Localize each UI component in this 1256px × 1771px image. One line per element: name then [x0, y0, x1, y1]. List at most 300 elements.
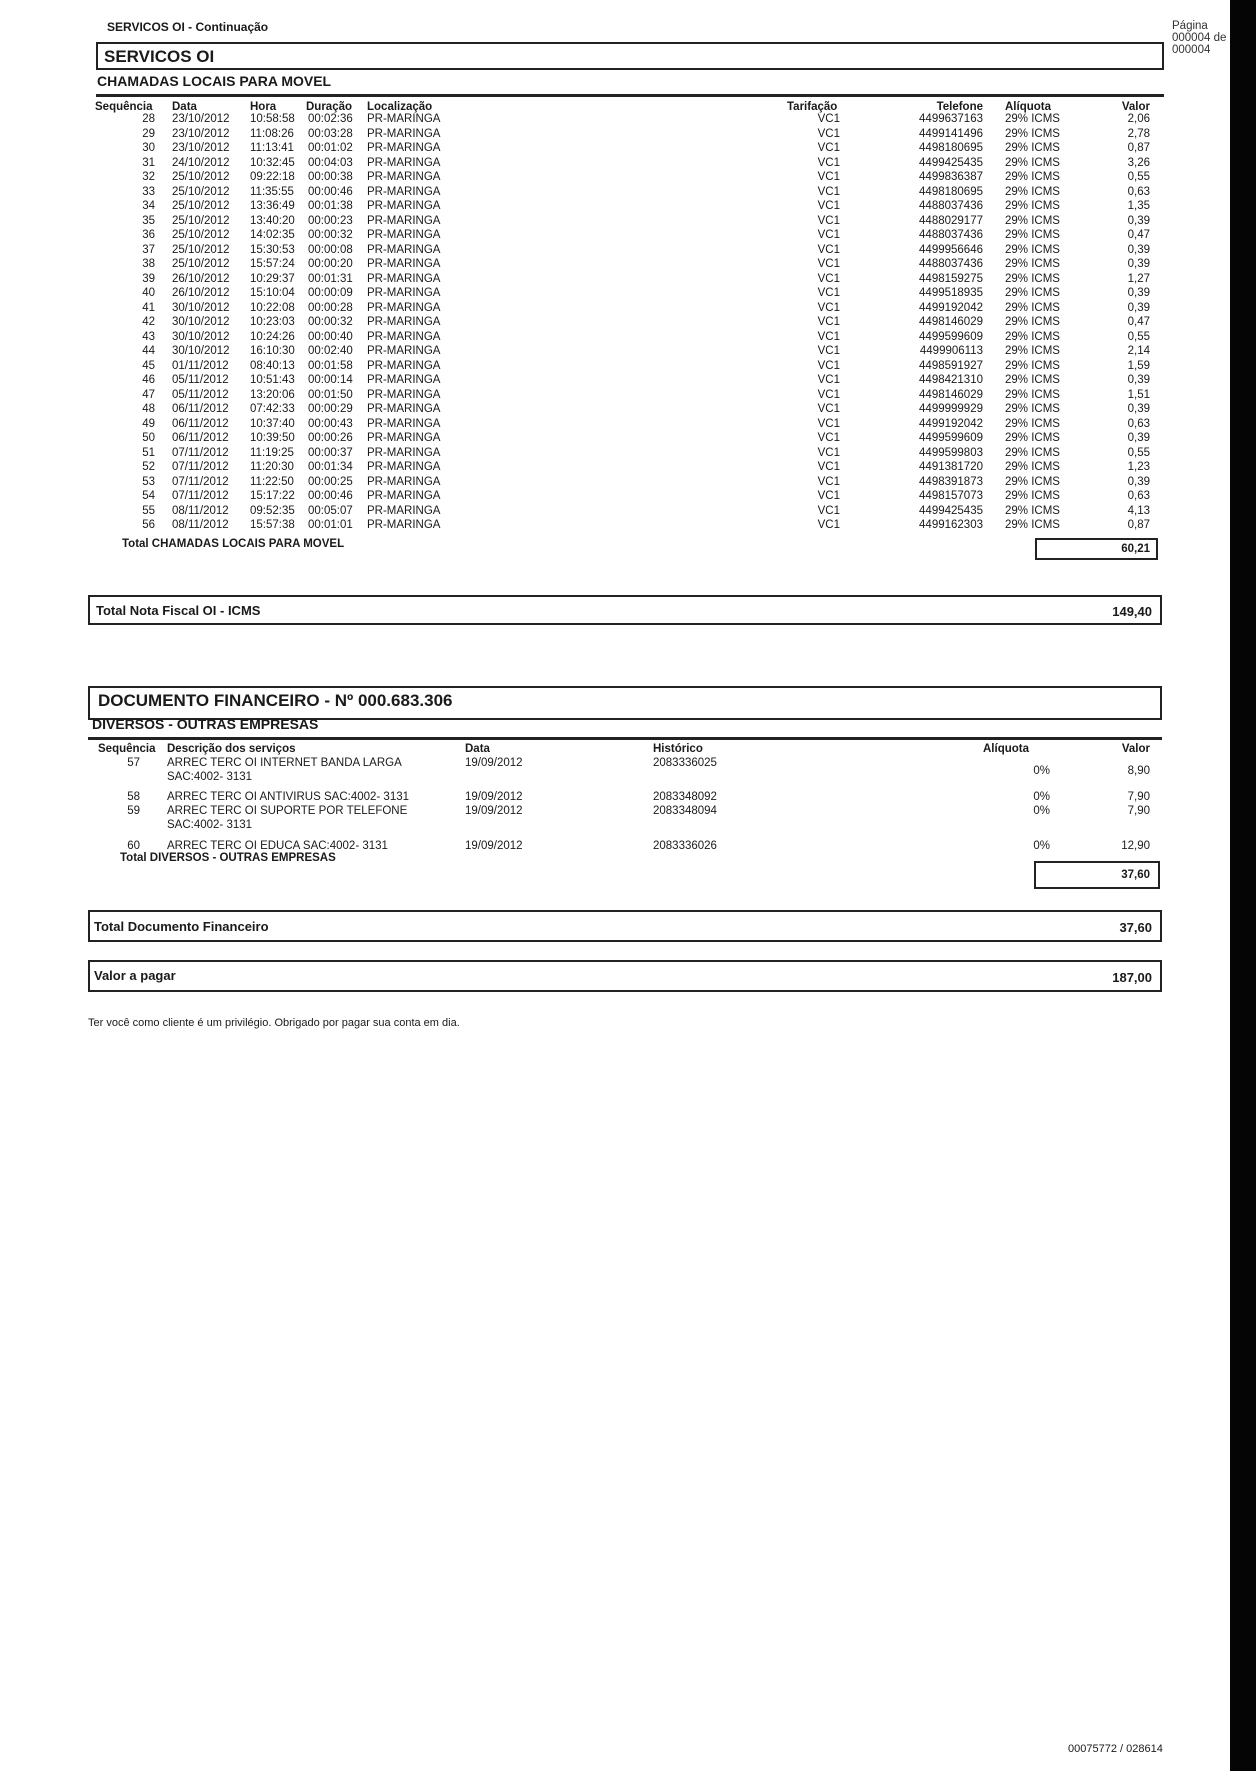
- cell-duration: 00:00:46: [308, 490, 353, 502]
- cell-tariff: VC1: [817, 461, 840, 473]
- cell-date: 19/09/2012: [465, 805, 523, 817]
- cell-date: 07/11/2012: [172, 461, 229, 473]
- cell-tariff: VC1: [817, 345, 840, 357]
- cell-seq: 47: [142, 388, 155, 401]
- cell-duration: 00:00:29: [308, 403, 353, 415]
- cell-seq: 37: [142, 243, 155, 256]
- cell-time: 10:29:37: [250, 272, 295, 285]
- cell-seq: 34: [142, 200, 155, 212]
- cell-value: 0,39: [1127, 214, 1150, 227]
- cell-tariff: VC1: [817, 504, 840, 517]
- table-row: [0, 360, 1256, 374]
- cell-duration: 00:00:09: [308, 287, 353, 299]
- cell-location: PR-MARINGA: [367, 200, 441, 212]
- cell-rate: 29% ICMS: [1005, 127, 1060, 140]
- cell-value: 4,13: [1127, 504, 1150, 517]
- cell-value: 0,55: [1127, 171, 1150, 183]
- calls-total-label: Total CHAMADAS LOCAIS PARA MOVEL: [122, 538, 345, 550]
- cell-tariff: VC1: [817, 490, 840, 502]
- cell-seq: 59: [127, 805, 140, 817]
- cell-seq: 36: [142, 229, 155, 241]
- cell-location: PR-MARINGA: [367, 229, 441, 241]
- cell-time: 07:42:33: [250, 403, 295, 415]
- cell-phone: 4498391873: [919, 475, 983, 488]
- cell-seq: 33: [142, 185, 155, 198]
- financeiro-subtotal-label: Total DIVERSOS - OUTRAS EMPRESAS: [120, 852, 336, 864]
- cell-location: PR-MARINGA: [367, 446, 441, 459]
- cell-rate: 29% ICMS: [1005, 475, 1060, 488]
- col-seq: Sequência: [95, 101, 153, 113]
- cell-value: 1,51: [1127, 388, 1150, 401]
- cell-duration: 00:00:20: [308, 258, 353, 270]
- cell-time: 15:57:38: [250, 519, 295, 531]
- cell-value: 0,87: [1127, 519, 1150, 531]
- cell-desc: ARREC TERC OI INTERNET BANDA LARGA: [167, 757, 402, 769]
- cell-date: 05/11/2012: [172, 374, 229, 386]
- cell-tariff: VC1: [817, 214, 840, 227]
- cell-seq: 49: [142, 417, 155, 430]
- cell-duration: 00:00:08: [308, 243, 353, 256]
- table-row: [0, 302, 1256, 316]
- table-row: [0, 374, 1256, 388]
- cell-location: PR-MARINGA: [367, 316, 441, 328]
- nota-fiscal-total-box: [88, 595, 1162, 625]
- cell-rate: 29% ICMS: [1005, 229, 1060, 241]
- cell-time: 10:24:26: [250, 330, 295, 343]
- cell-seq: 30: [142, 142, 155, 154]
- cell-location: PR-MARINGA: [367, 243, 441, 256]
- cell-seq: 55: [142, 504, 155, 517]
- cell-date: 08/11/2012: [172, 519, 229, 531]
- col-seq: Sequência: [98, 743, 156, 755]
- cell-duration: 00:00:23: [308, 214, 353, 227]
- col-rate: Alíquota: [983, 743, 1029, 755]
- cell-seq: 50: [142, 432, 155, 444]
- document-code: 00075772 / 028614: [1068, 1743, 1163, 1755]
- cell-seq: 53: [142, 475, 155, 488]
- table-row: [0, 461, 1256, 475]
- cell-tariff: VC1: [817, 330, 840, 343]
- cell-value: 0,39: [1127, 287, 1150, 299]
- col-desc: Descrição dos serviços: [167, 743, 296, 755]
- cell-rate: 29% ICMS: [1005, 214, 1060, 227]
- table-row: [0, 287, 1256, 301]
- table-row: [0, 273, 1256, 287]
- calls-total-value: 60,21: [1121, 543, 1150, 555]
- cell-tariff: VC1: [817, 403, 840, 415]
- cell-location: PR-MARINGA: [367, 359, 441, 372]
- cell-date: 24/10/2012: [172, 156, 230, 169]
- cell-rate: 29% ICMS: [1005, 316, 1060, 328]
- cell-tariff: VC1: [817, 200, 840, 212]
- cell-location: PR-MARINGA: [367, 171, 441, 183]
- divider: [88, 737, 1162, 740]
- cell-phone: 4499425435: [919, 156, 983, 169]
- cell-rate: 29% ICMS: [1005, 200, 1060, 212]
- cell-phone: 4498146029: [919, 388, 983, 401]
- table-row: [0, 142, 1256, 156]
- cell-time: 09:52:35: [250, 504, 295, 517]
- cell-seq: 54: [142, 490, 155, 502]
- cell-date: 25/10/2012: [172, 214, 230, 227]
- subsection-title: CHAMADAS LOCAIS PARA MOVEL: [97, 73, 332, 89]
- cell-duration: 00:00:32: [308, 229, 353, 241]
- cell-date: 05/11/2012: [172, 388, 229, 401]
- cell-location: PR-MARINGA: [367, 330, 441, 343]
- cell-date: 07/11/2012: [172, 446, 229, 459]
- cell-time: 10:23:03: [250, 316, 295, 328]
- cell-time: 11:19:25: [250, 446, 294, 459]
- table-row: [0, 418, 1256, 432]
- cell-date: 23/10/2012: [172, 113, 230, 125]
- table-row: [0, 389, 1256, 403]
- cell-value: 12,90: [1121, 840, 1150, 852]
- total-financeiro-box: [88, 910, 1162, 942]
- cell-phone: 4488037436: [919, 200, 983, 212]
- col-duration: Duração: [306, 101, 353, 113]
- cell-duration: 00:05:07: [308, 504, 353, 517]
- cell-history: 2083348092: [653, 791, 717, 803]
- cell-value: 1,23: [1127, 461, 1150, 473]
- nota-fiscal-value: 149,40: [1112, 604, 1152, 619]
- cell-rate: 29% ICMS: [1005, 171, 1060, 183]
- cell-rate: 29% ICMS: [1005, 301, 1060, 314]
- cell-tariff: VC1: [817, 432, 840, 444]
- cell-value: 0,39: [1127, 432, 1150, 444]
- cell-date: 06/11/2012: [172, 432, 229, 444]
- cell-time: 15:17:22: [250, 490, 295, 502]
- cell-date: 26/10/2012: [172, 287, 230, 299]
- cell-phone: 4488037436: [919, 258, 983, 270]
- cell-date: 25/10/2012: [172, 171, 230, 183]
- cell-seq: 60: [127, 840, 140, 852]
- cell-date: 06/11/2012: [172, 417, 229, 430]
- cell-location: PR-MARINGA: [367, 490, 441, 502]
- cell-value: 0,63: [1127, 490, 1150, 502]
- page-current: 000004 de: [1172, 32, 1227, 44]
- col-date: Data: [172, 101, 197, 113]
- cell-date: 07/11/2012: [172, 490, 229, 502]
- cell-seq: 35: [142, 214, 155, 227]
- cell-rate: 29% ICMS: [1005, 461, 1060, 473]
- nota-fiscal-label: Total Nota Fiscal OI - ICMS: [96, 603, 261, 618]
- col-rate: Alíquota: [1005, 101, 1051, 113]
- cell-location: PR-MARINGA: [367, 185, 441, 198]
- cell-seq: 51: [142, 446, 155, 459]
- cell-duration: 00:00:32: [308, 316, 353, 328]
- cell-value: 0,39: [1127, 258, 1150, 270]
- cell-time: 11:20:30: [250, 461, 294, 473]
- table-row: [0, 505, 1256, 519]
- cell-tariff: VC1: [817, 374, 840, 386]
- cell-seq: 58: [127, 791, 140, 803]
- cell-phone: 4498157073: [919, 490, 983, 502]
- cell-value: 0,39: [1127, 374, 1150, 386]
- cell-date: 19/09/2012: [465, 791, 523, 803]
- table-row: [0, 345, 1256, 359]
- cell-tariff: VC1: [817, 316, 840, 328]
- cell-value: 0,39: [1127, 243, 1150, 256]
- cell-rate: 29% ICMS: [1005, 258, 1060, 270]
- cell-rate: 29% ICMS: [1005, 388, 1060, 401]
- cell-time: 11:22:50: [250, 475, 294, 488]
- cell-time: 10:32:45: [250, 156, 295, 169]
- cell-value: 0,47: [1127, 229, 1150, 241]
- col-history: Histórico: [653, 743, 703, 755]
- cell-location: PR-MARINGA: [367, 345, 441, 357]
- cell-duration: 00:01:38: [308, 200, 353, 212]
- financeiro-subtotal-box: [1034, 861, 1160, 889]
- cell-date: 30/10/2012: [172, 316, 230, 328]
- cell-desc2: SAC:4002- 3131: [167, 819, 253, 831]
- cell-tariff: VC1: [817, 359, 840, 372]
- cell-value: 0,63: [1127, 185, 1150, 198]
- cell-location: PR-MARINGA: [367, 287, 441, 299]
- table-row: [0, 476, 1256, 490]
- cell-phone: 4499836387: [919, 171, 983, 183]
- cell-duration: 00:00:28: [308, 301, 353, 314]
- col-location: Localização: [367, 101, 433, 113]
- cell-tariff: VC1: [817, 113, 840, 125]
- cell-phone: 4498591927: [919, 359, 983, 372]
- cell-duration: 00:01:50: [308, 388, 353, 401]
- footer-message: Ter você como cliente é um privilégio. Obrigado por pagar sua conta em dia.: [88, 1017, 460, 1029]
- cell-duration: 00:00:14: [308, 374, 353, 386]
- cell-duration: 00:03:28: [308, 127, 353, 140]
- section-title: SERVICOS OI: [104, 47, 215, 66]
- cell-seq: 56: [142, 519, 155, 531]
- table-row: [0, 200, 1256, 214]
- cell-seq: 41: [142, 301, 155, 314]
- cell-value: 2,14: [1127, 345, 1150, 357]
- col-value: Valor: [1121, 101, 1150, 113]
- cell-date: 23/10/2012: [172, 142, 230, 154]
- page-label: Página: [1172, 20, 1208, 32]
- table-row: [0, 157, 1256, 171]
- cell-location: PR-MARINGA: [367, 142, 441, 154]
- cell-time: 13:36:49: [250, 200, 295, 212]
- cell-rate: 0%: [1033, 791, 1050, 803]
- cell-time: 15:10:04: [250, 287, 295, 299]
- cell-value: 0,47: [1127, 316, 1150, 328]
- cell-tariff: VC1: [817, 142, 840, 154]
- cell-desc: ARREC TERC OI EDUCA SAC:4002- 3131: [167, 840, 388, 852]
- financeiro-subtitle: DIVERSOS - OUTRAS EMPRESAS: [92, 716, 319, 732]
- cell-phone: 4488037436: [919, 229, 983, 241]
- cell-location: PR-MARINGA: [367, 403, 441, 415]
- cell-rate: 29% ICMS: [1005, 156, 1060, 169]
- cell-value: 0,39: [1127, 301, 1150, 314]
- cell-time: 14:02:35: [250, 229, 295, 241]
- cell-date: 30/10/2012: [172, 301, 230, 314]
- cell-seq: 44: [142, 345, 155, 357]
- page-indicator: [1172, 20, 1226, 56]
- cell-tariff: VC1: [817, 301, 840, 314]
- cell-phone: 4499599609: [919, 330, 983, 343]
- cell-rate: 29% ICMS: [1005, 417, 1060, 430]
- cell-tariff: VC1: [817, 519, 840, 531]
- cell-phone: 4498421310: [919, 374, 983, 386]
- financeiro-title-box: [88, 686, 1162, 720]
- cell-date: 30/10/2012: [172, 330, 230, 343]
- cell-location: PR-MARINGA: [367, 432, 441, 444]
- table-row: [0, 447, 1256, 461]
- table-row: [0, 403, 1256, 417]
- cell-seq: 52: [142, 461, 155, 473]
- cell-seq: 45: [142, 359, 155, 372]
- cell-rate: 29% ICMS: [1005, 490, 1060, 502]
- cell-tariff: VC1: [817, 185, 840, 198]
- cell-tariff: VC1: [817, 229, 840, 241]
- cell-rate: 29% ICMS: [1005, 432, 1060, 444]
- table-row: [0, 490, 1256, 504]
- cell-tariff: VC1: [817, 127, 840, 140]
- cell-date: 25/10/2012: [172, 243, 230, 256]
- cell-rate: 29% ICMS: [1005, 374, 1060, 386]
- cell-duration: 00:02:36: [308, 113, 353, 125]
- cell-date: 30/10/2012: [172, 345, 230, 357]
- cell-desc2: SAC:4002- 3131: [167, 771, 253, 783]
- cell-phone: 4499599609: [919, 432, 983, 444]
- cell-location: PR-MARINGA: [367, 258, 441, 270]
- table-row: [0, 331, 1256, 345]
- cell-location: PR-MARINGA: [367, 388, 441, 401]
- table-row: [0, 258, 1256, 272]
- cell-location: PR-MARINGA: [367, 156, 441, 169]
- cell-value: 0,39: [1127, 403, 1150, 415]
- cell-phone: 4498159275: [919, 272, 983, 285]
- cell-rate: 0%: [1033, 805, 1050, 817]
- cell-value: 0,39: [1127, 475, 1150, 488]
- cell-value: 7,90: [1127, 805, 1150, 817]
- cell-time: 11:35:55: [250, 185, 294, 198]
- cell-phone: 4491381720: [919, 461, 983, 473]
- cell-duration: 00:00:43: [308, 417, 353, 430]
- cell-duration: 00:01:02: [308, 142, 353, 154]
- cell-phone: 4499999929: [919, 403, 983, 415]
- cell-date: 08/11/2012: [172, 504, 229, 517]
- cell-duration: 00:00:38: [308, 171, 353, 183]
- cell-time: 10:51:43: [250, 374, 295, 386]
- cell-location: PR-MARINGA: [367, 504, 441, 517]
- cell-duration: 00:00:25: [308, 475, 353, 488]
- table-row: [0, 519, 1256, 533]
- cell-time: 11:13:41: [250, 142, 294, 154]
- table-row: [0, 113, 1256, 127]
- cell-value: 8,90: [1127, 765, 1150, 777]
- cell-tariff: VC1: [817, 156, 840, 169]
- cell-seq: 57: [127, 757, 140, 769]
- cell-date: 26/10/2012: [172, 272, 230, 285]
- cell-history: 2083336025: [653, 757, 717, 769]
- cell-history: 2083348094: [653, 805, 717, 817]
- cell-tariff: VC1: [817, 417, 840, 430]
- cell-date: 25/10/2012: [172, 200, 230, 212]
- cell-seq: 31: [142, 156, 155, 169]
- cell-duration: 00:00:46: [308, 185, 353, 198]
- cell-duration: 00:01:31: [308, 272, 353, 285]
- page-total: 000004: [1172, 44, 1211, 56]
- financeiro-table-header: [0, 743, 1256, 757]
- cell-date: 01/11/2012: [172, 359, 229, 372]
- cell-duration: 00:01:01: [308, 519, 353, 531]
- cell-date: 07/11/2012: [172, 475, 229, 488]
- cell-location: PR-MARINGA: [367, 519, 441, 531]
- cell-seq: 38: [142, 258, 155, 270]
- cell-rate: 29% ICMS: [1005, 446, 1060, 459]
- cell-location: PR-MARINGA: [367, 417, 441, 430]
- cell-phone: 4499192042: [919, 301, 983, 314]
- cell-date: 19/09/2012: [465, 757, 523, 769]
- cell-phone: 4488029177: [919, 214, 983, 227]
- cell-phone: 4498180695: [919, 185, 983, 198]
- cell-rate: 29% ICMS: [1005, 519, 1060, 531]
- cell-seq: 40: [142, 287, 155, 299]
- cell-rate: 29% ICMS: [1005, 287, 1060, 299]
- cell-time: 10:39:50: [250, 432, 295, 444]
- table-row: [0, 215, 1256, 229]
- table-row: [0, 229, 1256, 243]
- cell-tariff: VC1: [817, 243, 840, 256]
- cell-time: 13:20:06: [250, 388, 295, 401]
- cell-duration: 00:00:26: [308, 432, 353, 444]
- cell-tariff: VC1: [817, 388, 840, 401]
- cell-seq: 29: [142, 127, 155, 140]
- cell-value: 7,90: [1127, 791, 1150, 803]
- valor-pagar-value: 187,00: [1112, 970, 1152, 985]
- cell-tariff: VC1: [817, 258, 840, 270]
- cell-value: 0,87: [1127, 142, 1150, 154]
- cell-time: 11:08:26: [250, 127, 294, 140]
- cell-date: 19/09/2012: [465, 840, 523, 852]
- cell-date: 25/10/2012: [172, 185, 230, 198]
- cell-seq: 32: [142, 171, 155, 183]
- cell-seq: 46: [142, 374, 155, 386]
- table-row: [0, 316, 1256, 330]
- cell-tariff: VC1: [817, 171, 840, 183]
- cell-value: 3,26: [1127, 156, 1150, 169]
- cell-location: PR-MARINGA: [367, 461, 441, 473]
- cell-tariff: VC1: [817, 475, 840, 488]
- cell-history: 2083336026: [653, 840, 717, 852]
- cell-date: 25/10/2012: [172, 258, 230, 270]
- cell-rate: 29% ICMS: [1005, 330, 1060, 343]
- cell-tariff: VC1: [817, 287, 840, 299]
- total-financeiro-label: Total Documento Financeiro: [94, 919, 269, 934]
- cell-phone: 4499162303: [919, 519, 983, 531]
- col-value: Valor: [1121, 743, 1150, 755]
- cell-date: 25/10/2012: [172, 229, 230, 241]
- table-row: [0, 805, 1256, 833]
- section-title-box: [96, 42, 1164, 70]
- cell-location: PR-MARINGA: [367, 127, 441, 140]
- cell-duration: 00:02:40: [308, 345, 353, 357]
- cell-rate: 29% ICMS: [1005, 403, 1060, 415]
- cell-location: PR-MARINGA: [367, 475, 441, 488]
- calls-total-box: [1035, 538, 1158, 560]
- cell-duration: 00:01:34: [308, 461, 353, 473]
- financeiro-title: DOCUMENTO FINANCEIRO - Nº 000.683.306: [98, 691, 453, 710]
- cell-time: 15:30:53: [250, 243, 295, 256]
- cell-seq: 42: [142, 316, 155, 328]
- continuation-label: SERVICOS OI - Continuação: [107, 20, 269, 34]
- cell-location: PR-MARINGA: [367, 301, 441, 314]
- table-row: [0, 244, 1256, 258]
- table-row: [0, 128, 1256, 142]
- cell-time: 16:10:30: [250, 345, 295, 357]
- cell-location: PR-MARINGA: [367, 214, 441, 227]
- cell-time: 10:37:40: [250, 417, 295, 430]
